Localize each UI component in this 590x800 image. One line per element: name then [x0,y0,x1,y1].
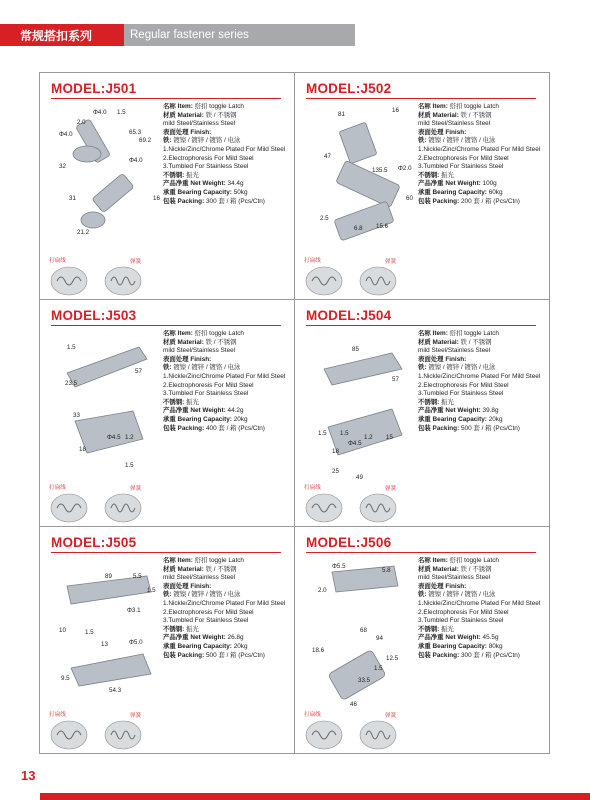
spec-line [163,425,298,434]
dimension-label: 6.8 [354,225,363,232]
dimension-label: 5.5 [133,573,142,580]
dimension-label: 33.5 [358,677,371,684]
spec-value: 300 套 / 箱 (Pcs/Ctn) [460,651,520,659]
spec-label: 铁: [418,137,427,145]
spec-label: 不锈钢: [418,171,440,179]
material-sub: mild Steel/Stainless Steel [163,347,236,355]
dimension-label: 25 [332,468,339,475]
detail-insets [302,709,412,751]
dimension-label: 1.5 [340,430,349,437]
spec-block [163,103,298,206]
spec-label: 名称 Item: [418,330,448,337]
dimension-label: 1.2 [125,434,134,441]
spec-label: 产品净重 Net Weight: [163,634,226,642]
spec-label: 产品净重 Net Weight: [163,180,226,188]
spec-value: 振光 [441,398,454,406]
dimension-label: 2.0 [318,587,327,594]
series-header [0,24,355,46]
spec-label: 铁: [163,137,172,145]
model-title: MODEL:J502 [306,81,392,96]
dimension-label: 13 [101,641,108,648]
spec-label: 包装 Packing: [418,424,460,432]
spec-label: 铁: [418,591,427,599]
model-underline [306,325,536,326]
spec-value: 500 套 / 箱 (Pcs/Ctn) [460,424,520,432]
spec-label: 名称 Item: [163,330,193,337]
series-title-en: Regular fastener series [124,24,355,46]
spec-label: 产品净重 Net Weight: [418,634,481,642]
finish-option-3: 3.Tumbled For Stainless Steel [418,163,504,171]
spec-line [163,180,298,189]
finish-option-1: 1.Nickle/Zinc/Chrome Plated For Mild Steel [418,599,541,607]
detail-insets [47,255,157,297]
spec-label: 承重 Bearing Capacity: [418,415,487,423]
spec-value: 搭扣 toggle Latch [449,557,499,564]
product-drawing [47,556,165,706]
spec-line [163,189,298,198]
spec-value: 镀镍 / 镀锌 / 镀铬 / 电泳 [428,364,496,372]
spec-label: 材质 Material: [163,565,204,573]
product-drawing [302,556,420,706]
spec-line [418,643,553,652]
finish-heading: 表面处理 Finish: [163,355,212,363]
model-underline [51,552,281,553]
spec-label: 包装 Packing: [163,424,205,432]
finish-option-2: 2.Electrophoresis For Mild Steel [418,381,509,389]
spec-value: 45.5g [482,634,499,642]
spec-label: 名称 Item: [418,103,448,110]
dimension-label: Φ3.1 [127,607,141,614]
dimension-label: 81 [338,111,345,118]
material-sub: mild Steel/Stainless Steel [418,120,491,128]
spec-line [163,591,298,600]
model-title: MODEL:J506 [306,535,392,550]
dimension-label: 57 [392,376,399,383]
material-sub: mild Steel/Stainless Steel [418,347,491,355]
spec-value: 300 套 / 箱 (Pcs/Ctn) [205,197,265,205]
inset-label-spring: 弹簧 [385,486,397,492]
detail-insets [47,482,157,524]
spec-value: 搭扣 toggle Latch [449,330,499,337]
model-title: MODEL:J501 [51,81,137,96]
spec-label: 名称 Item: [418,557,448,564]
spec-label: 包装 Packing: [418,651,460,659]
product-drawing [47,102,165,252]
spec-label: 铁: [418,364,427,372]
spec-line [163,557,298,566]
inset-label-spring: 弹簧 [130,259,142,265]
spec-value: 搭扣 toggle Latch [194,557,244,564]
spec-block [163,330,298,433]
spec-line [418,112,553,121]
dimension-label: 94 [376,635,383,642]
spec-value: 20kg [233,415,248,423]
spec-label: 材质 Material: [418,338,459,346]
spec-value: 44.2g [227,407,244,415]
spec-line [418,198,553,207]
dimension-label: Φ5.0 [129,639,143,646]
dimension-label: 1.5 [125,462,134,469]
material-sub: mild Steel/Stainless Steel [163,574,236,582]
spec-value: 100g [482,180,497,188]
product-card-j504 [294,299,549,526]
spec-block [418,557,553,660]
inset-label-flattened-wire: 打扁线 [49,485,66,491]
spec-label: 材质 Material: [418,565,459,573]
dimension-label: 2.0 [77,119,86,126]
finish-option-1: 1.Nickle/Zinc/Chrome Plated For Mild Steel [163,599,286,607]
detail-insets [302,482,412,524]
spec-label: 包装 Packing: [163,197,205,205]
dimension-label: 69.2 [139,137,152,144]
spec-value: 镀镍 / 镀锌 / 镀铬 / 电泳 [173,137,241,145]
spec-label: 承重 Bearing Capacity: [163,415,232,423]
spec-line [418,339,553,348]
inset-label-flattened-wire: 打扁线 [304,485,321,491]
flattened-wire-inset [51,267,87,295]
finish-option-3: 3.Tumbled For Stainless Steel [163,163,249,171]
spec-block [418,330,553,433]
flattened-wire-inset [306,267,342,295]
spec-label: 不锈钢: [418,625,440,633]
spec-line [418,634,553,643]
spec-label: 产品净重 Net Weight: [163,407,226,415]
spec-label: 材质 Material: [163,111,204,119]
dimension-label: 68 [360,627,367,634]
dimension-label: 23.5 [65,380,78,387]
spec-value: 铁 / 不锈钢 [205,338,237,346]
dimension-label: Φ4.0 [59,131,73,138]
spec-label: 包装 Packing: [163,651,205,659]
finish-option-1: 1.Nickle/Zinc/Chrome Plated For Mild Steel [418,145,541,153]
dimension-label: Φ4.0 [129,157,143,164]
spec-label: 包装 Packing: [418,197,460,205]
spec-line [418,330,553,339]
spec-value: 镀镍 / 镀锌 / 镀铬 / 电泳 [428,137,496,145]
spec-line [163,364,298,373]
model-title: MODEL:J504 [306,308,392,323]
spec-value: 铁 / 不锈钢 [460,111,492,119]
dimension-label: Φ4.5 [107,434,121,441]
spec-value: 20kg [488,415,503,423]
product-card-j506 [294,526,549,753]
finish-heading: 表面处理 Finish: [163,128,212,136]
spec-line [163,198,298,207]
spec-label: 名称 Item: [163,557,193,564]
model-underline [306,552,536,553]
dimension-label: 18.6 [312,647,325,654]
model-title: MODEL:J503 [51,308,137,323]
inset-label-spring: 弹簧 [385,259,397,265]
spec-label: 承重 Bearing Capacity: [163,642,232,650]
series-title-cn: 常规搭扣系列 [0,24,124,46]
spec-value: 铁 / 不锈钢 [460,338,492,346]
spec-block [163,557,298,660]
spec-value: 铁 / 不锈钢 [205,565,237,573]
finish-heading: 表面处理 Finish: [418,582,467,590]
spec-line [418,189,553,198]
inset-label-flattened-wire: 打扁线 [49,712,66,718]
spec-line [163,652,298,661]
dimension-label: 16 [392,107,399,114]
dimension-label: 1.5 [117,109,126,116]
spec-line [418,652,553,661]
finish-option-3: 3.Tumbled For Stainless Steel [418,390,504,398]
dimension-label: Φ2.0 [398,165,412,172]
spec-line [163,407,298,416]
product-card-j505 [39,526,294,753]
dimension-label: 32 [59,163,66,170]
spec-label: 不锈钢: [418,398,440,406]
model-underline [51,98,281,99]
spec-label: 承重 Bearing Capacity: [163,188,232,196]
dimension-label: 54.3 [109,687,122,694]
dimension-label: 85 [352,346,359,353]
dimension-label: 1.5 [85,629,94,636]
inset-label-spring: 弹簧 [130,486,142,492]
spec-value: 振光 [441,625,454,633]
inset-label-flattened-wire: 打扁线 [304,258,321,264]
dimension-label: 47 [324,153,331,160]
spec-line [418,137,553,146]
spec-value: 50kg [233,188,248,196]
finish-option-2: 2.Electrophoresis For Mild Steel [163,154,254,162]
dimension-label: 57 [135,368,142,375]
inset-label-flattened-wire: 打扁线 [304,712,321,718]
finish-option-3: 3.Tumbled For Stainless Steel [163,390,249,398]
spec-value: 铁 / 不锈钢 [460,565,492,573]
finish-option-3: 3.Tumbled For Stainless Steel [163,617,249,625]
finish-option-2: 2.Electrophoresis For Mild Steel [163,608,254,616]
spec-block [418,103,553,206]
finish-option-2: 2.Electrophoresis For Mild Steel [418,154,509,162]
dimension-label: 65.3 [129,129,142,136]
spec-label: 铁: [163,364,172,372]
material-sub: mild Steel/Stainless Steel [163,120,236,128]
dimension-label: 89 [105,573,112,580]
spec-value: 200 套 / 箱 (Pcs/Ctn) [460,197,520,205]
finish-heading: 表面处理 Finish: [418,355,467,363]
spec-value: 80kg [488,642,503,650]
spec-value: 镀镍 / 镀锌 / 镀铬 / 电泳 [173,591,241,599]
flattened-wire-inset [51,494,87,522]
flattened-wire-inset [51,721,87,749]
dimension-label: 21.2 [77,229,90,236]
dimension-label: 5.8 [382,567,391,574]
spec-line [163,339,298,348]
dimension-label: 135.5 [372,167,388,174]
spec-line [163,416,298,425]
dimension-label: 15.6 [376,223,389,230]
dimension-label: 60 [406,195,413,202]
spec-line [163,634,298,643]
dimension-label: 33 [73,412,80,419]
model-underline [306,98,536,99]
spec-label: 名称 Item: [163,103,193,110]
dimension-label: 1.5 [147,587,156,594]
spec-value: 39.8g [482,407,499,415]
dimension-label: 31 [69,195,76,202]
spec-line [163,643,298,652]
inset-label-spring: 弹簧 [385,713,397,719]
spec-value: 铁 / 不锈钢 [205,111,237,119]
dimension-label: Φ5.5 [332,563,346,570]
dimension-label: 1.5 [374,665,383,672]
spec-label: 不锈钢: [163,398,185,406]
dimension-label: 16 [153,195,160,202]
spec-label: 不锈钢: [163,625,185,633]
spec-label: 铁: [163,591,172,599]
spec-line [418,557,553,566]
spec-label: 产品净重 Net Weight: [418,180,481,188]
dimension-label: 1.5 [67,344,76,351]
spec-value: 20kg [233,642,248,650]
model-underline [51,325,281,326]
spec-label: 承重 Bearing Capacity: [418,188,487,196]
flattened-wire-inset [306,494,342,522]
product-card-j502 [294,72,549,299]
spec-value: 60kg [488,188,503,196]
dimension-label: 18 [79,446,86,453]
dimension-label: 10 [59,627,66,634]
spec-value: 400 套 / 箱 (Pcs/Ctn) [205,424,265,432]
detail-insets [47,709,157,751]
dimension-label: 46 [350,701,357,706]
spec-value: 34.4g [227,180,244,188]
material-sub: mild Steel/Stainless Steel [418,574,491,582]
spec-label: 材质 Material: [163,338,204,346]
spec-line [418,591,553,600]
dimension-label: 12.5 [386,655,399,662]
product-drawing [47,329,165,479]
finish-option-1: 1.Nickle/Zinc/Chrome Plated For Mild Steel [163,145,286,153]
spec-value: 振光 [186,398,199,406]
finish-heading: 表面处理 Finish: [418,128,467,136]
spec-label: 不锈钢: [163,171,185,179]
spec-value: 26.8g [227,634,244,642]
spec-line [418,103,553,112]
spec-line [163,137,298,146]
spec-line [163,112,298,121]
spec-line [418,180,553,189]
spec-value: 搭扣 toggle Latch [194,103,244,110]
product-card-j503 [39,299,294,526]
spec-label: 产品净重 Net Weight: [418,407,481,415]
dimension-label: 18 [332,448,339,455]
spec-line [163,566,298,575]
spec-value: 振光 [441,171,454,179]
spec-label: 材质 Material: [418,111,459,119]
dimension-label: 2.5 [320,215,329,222]
spec-line [418,407,553,416]
inset-label-spring: 弹簧 [130,713,142,719]
finish-heading: 表面处理 Finish: [163,582,212,590]
product-drawing [302,329,420,479]
spec-value: 搭扣 toggle Latch [449,103,499,110]
spec-line [163,330,298,339]
dimension-label: 1.5 [318,430,327,437]
spec-line [418,364,553,373]
spec-value: 500 套 / 箱 (Pcs/Ctn) [205,651,265,659]
dimension-label: 9.5 [61,675,70,682]
finish-option-1: 1.Nickle/Zinc/Chrome Plated For Mild Steel [418,372,541,380]
spec-label: 承重 Bearing Capacity: [418,642,487,650]
page-number: 13 [21,768,36,783]
dimension-label: Φ4.0 [93,109,107,116]
dimension-label: 49 [356,474,363,479]
finish-option-1: 1.Nickle/Zinc/Chrome Plated For Mild Steel [163,372,286,380]
product-drawing [302,102,420,252]
model-title: MODEL:J505 [51,535,137,550]
dimension-label: 1.2 [364,434,373,441]
dimension-label: Φ4.5 [348,440,362,447]
spec-line [418,566,553,575]
inset-label-flattened-wire: 打扁线 [49,258,66,264]
finish-option-3: 3.Tumbled For Stainless Steel [418,617,504,625]
spec-value: 镀镍 / 镀锌 / 镀铬 / 电泳 [173,364,241,372]
spec-line [163,103,298,112]
spec-value: 镀镍 / 镀锌 / 镀铬 / 电泳 [428,591,496,599]
detail-insets [302,255,412,297]
spec-line [418,425,553,434]
spec-line [418,416,553,425]
finish-option-2: 2.Electrophoresis For Mild Steel [163,381,254,389]
spec-value: 振光 [186,171,199,179]
product-card-j501 [39,72,294,299]
spec-value: 搭扣 toggle Latch [194,330,244,337]
finish-option-2: 2.Electrophoresis For Mild Steel [418,608,509,616]
flattened-wire-inset [306,721,342,749]
spec-value: 振光 [186,625,199,633]
dimension-label: 15 [386,434,393,441]
footer-bar [40,793,590,800]
